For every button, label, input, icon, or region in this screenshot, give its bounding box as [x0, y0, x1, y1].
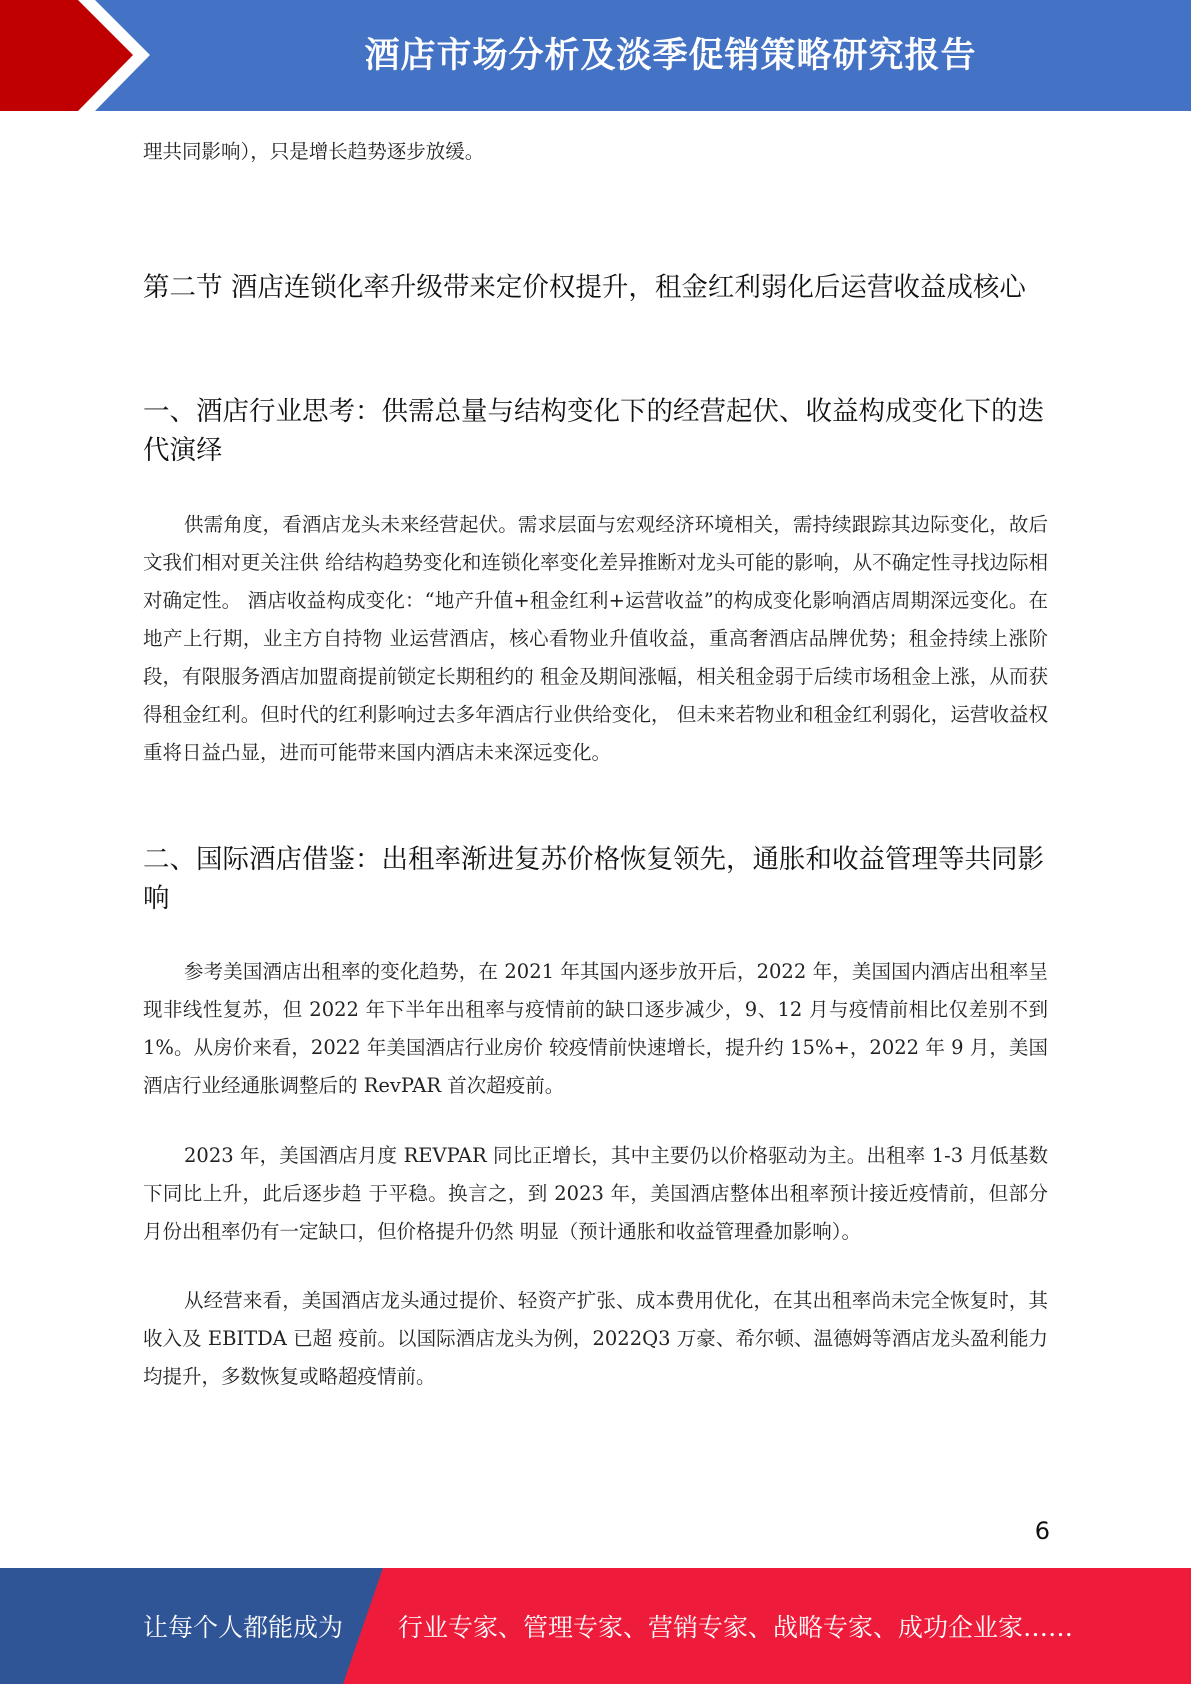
footer-slogan-right: 行业专家、管理专家、营销专家、战略专家、成功企业家…… — [398, 1613, 1074, 1642]
header-banner — [0, 0, 1191, 111]
paragraph-us-occupancy: 参考美国酒店出租率的变化趋势，在 2021 年其国内逐步放开后，2022 年，美国国内酒店出租率呈现非线性复苏，但 2022 年下半年出租率与疫情前的缺口逐步减少，9、12 月与疫情前相比仅差别不到 1%。从房价来看，2022 年美国酒店行业房价 较疫情前快速增长，提升约 15%+，2022 年 9 月，美国酒店行业经通胀调整后的 RevPAR 首次超疫前。 — [143, 960, 1048, 1097]
continuation-text: 理共同影响），只是增长趋势逐步放缓。 — [143, 140, 485, 163]
footer-slogan-left: 让每个人都能成为 — [143, 1613, 344, 1642]
subheading-international-hotels: 二、国际酒店借鉴：出租率渐进复苏价格恢复领先，通胀和收益管理等共同影响 — [143, 844, 1044, 914]
paragraph-supply-demand: 供需角度，看酒店龙头未来经营起伏。需求层面与宏观经济环境相关，需持续跟踪其边际变化，故后文我们相对更关注供 给结构趋势变化和连锁化率变化差异推断对龙头可能的影响，从不确定性寻找边际相对确定性。 酒店收益构成变化：“地产升值+租金红利+运营收益”的构成变化影响酒店周期深远变化。在地产上行期，业主方自持物 业运营酒店，核心看物业升值收益，重高奢酒店品牌优势；租金持续上涨阶段，有限服务酒店加盟商提前锁定长期租约的 租金及期间涨幅，相关租金弱于后续市场租金上涨，从而获得租金红利。但时代的红利影响过去多年酒店行业供给变化， 但未来若物业和租金红利弱化，运营收益权重将日益凸显，进而可能带来国内酒店未来深远变化。 — [143, 513, 1048, 764]
paragraph-operations: 从经营来看，美国酒店龙头通过提价、轻资产扩张、成本费用优化，在其出租率尚未完全恢复时，其收入及 EBITDA 已超 疫前。以国际酒店龙头为例，2022Q3 万豪、希尔顿、温德姆等酒店龙头盈利能力均提升，多数恢复或略超疫情前。 — [143, 1289, 1048, 1388]
document-title: 酒店市场分析及淡季促销策略研究报告 — [364, 35, 977, 76]
subheading-industry-thinking: 一、酒店行业思考：供需总量与结构变化下的经营起伏、收益构成变化下的迭代演绎 — [143, 396, 1044, 466]
page-number: 6 — [1034, 1517, 1050, 1545]
section-heading: 第二节 酒店连锁化率升级带来定价权提升，租金红利弱化后运营收益成核心 — [143, 272, 1026, 303]
footer-banner — [0, 1568, 1191, 1684]
paragraph-2023-revpar: 2023 年，美国酒店月度 REVPAR 同比正增长，其中主要仍以价格驱动为主。出租率 1-3 月低基数下同比上升，此后逐步趋 于平稳。换言之，到 2023 年，美国酒店整体出租率预计接近疫情前，但部分月份出租率仍有一定缺口，但价格提升仍然 明显（预计通胀和收益管理叠加影响）。 — [143, 1144, 1048, 1243]
